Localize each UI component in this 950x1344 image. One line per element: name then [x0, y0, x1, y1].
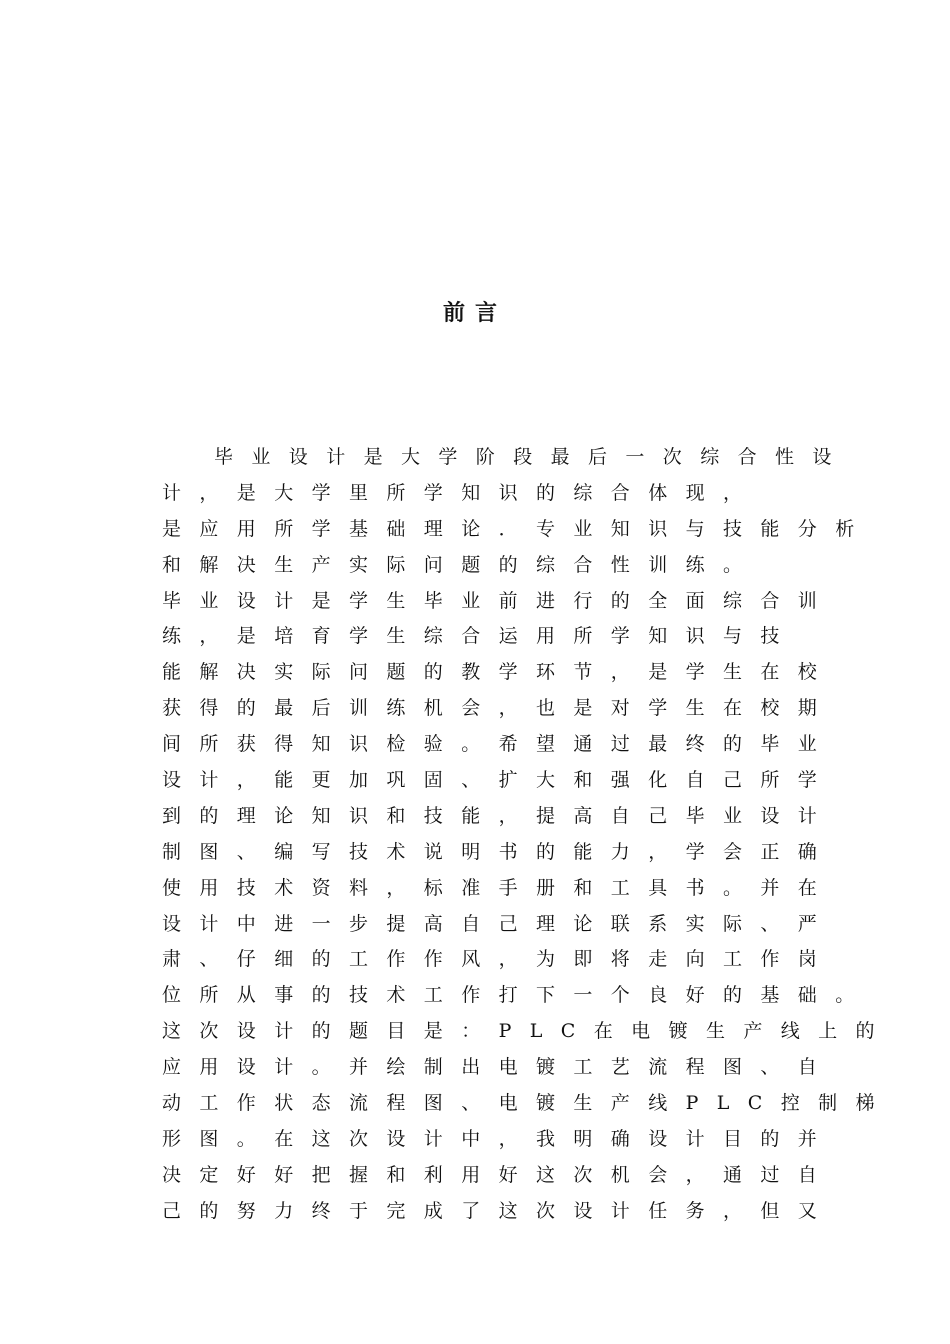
- text-line: 制图、编写技术说明书的能力，学会正确: [162, 840, 836, 863]
- text-line: 决定好好把握和利用好这次机会，通过自: [162, 1163, 836, 1186]
- text-line: 形图。在这次设计中，我明确设计目的并: [162, 1127, 836, 1150]
- text-line: 肃、仔细的工作作风，为即将走向工作岗: [162, 948, 836, 971]
- text-line: 毕业设计是学生毕业前进行的全面综合训: [162, 589, 836, 612]
- text-line: 到的理论知识和技能，提高自己毕业设计: [162, 804, 836, 827]
- text-line: 应用设计。并绘制出电镀工艺流程图、自: [162, 1056, 836, 1079]
- text-line: 和解决生产实际问题的综合性训练。: [162, 553, 761, 576]
- text-line: 获得的最后训练机会，也是对学生在校期: [162, 697, 836, 720]
- text-line: 动工作状态流程图、电镀生产线PLC控制梯: [162, 1092, 893, 1115]
- text-line: 使用技术资料，标准手册和工具书。并在: [162, 876, 836, 899]
- text-line: 间所获得知识检验。希望通过最终的毕业: [162, 733, 836, 756]
- text-line: 练，是培育学生综合运用所学知识与技: [162, 625, 798, 648]
- text-line: 己的努力终于完成了这次设计任务，但又: [162, 1199, 836, 1222]
- page-title: 前言: [442, 300, 507, 326]
- text-line: 计，是大学里所学知识的综合体现，: [162, 481, 761, 504]
- text-line: 毕业设计是大学阶段最后一次综合性设: [214, 446, 850, 468]
- text-line: 这次设计的题目是：PLC在电镀生产线上的: [162, 1020, 893, 1043]
- text-line: 能解决实际问题的教学环节，是学生在校: [162, 661, 836, 684]
- text-line: 是应用所学基础理论．专业知识与技能分析: [162, 517, 873, 540]
- text-line: 设计中进一步提高自己理论联系实际、严: [162, 912, 836, 935]
- text-line: 位所从事的技术工作打下一个良好的基础。: [162, 984, 873, 1007]
- preface-body: [162, 440, 893, 1230]
- text-line: 设计，能更加巩固、扩大和强化自己所学: [162, 769, 836, 792]
